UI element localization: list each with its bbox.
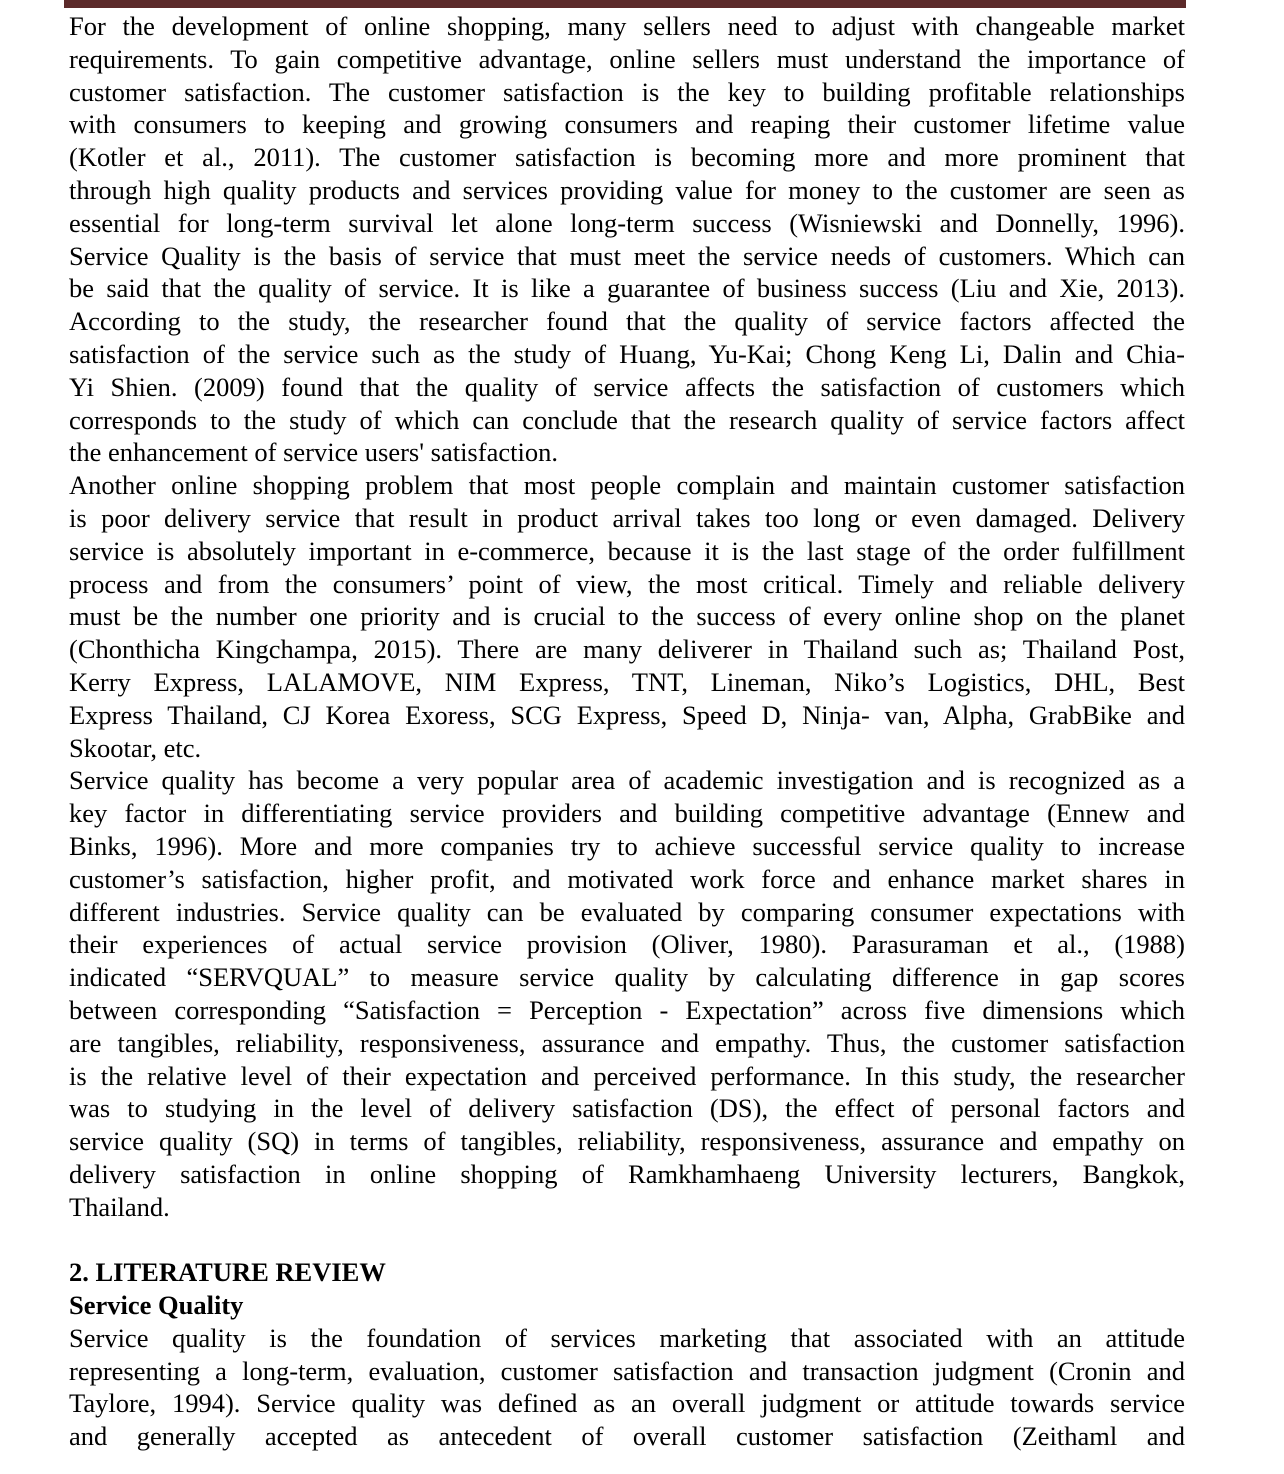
text-line: service is absolutely important in e-commerce, because it is the last stage of the order fulfillment [69,535,1185,566]
text-line: Service quality is the foundation of services marketing that associated with an attitude [69,1322,1185,1353]
paragraph [69,1322,1185,1453]
text-line: different industries. Service quality can be evaluated by comparing consumer expectations with [69,896,1185,927]
text-line: (Chonthicha Kingchampa, 2015). There are many deliverer in Thailand such as; Thailand Post, [69,634,1185,665]
text-line: representing a long-term, evaluation, customer satisfaction and transaction judgment (Cronin and [69,1355,1185,1386]
text-line: the enhancement of service users' satisfaction. [69,437,558,468]
text-line: process and from the consumers’ point of view, the most critical. Timely and reliable delivery [69,568,1185,599]
text-line: and generally accepted as antecedent of overall customer satisfaction (Zeithaml and [69,1421,1185,1452]
text-line: key factor in differentiating service providers and building competitive advantage (Ennew and [69,798,1185,829]
paragraph [69,469,1185,764]
text-line: customer’s satisfaction, higher profit, and motivated work force and enhance market shares in [69,863,1185,894]
text-line: customer satisfaction. The customer satisfaction is the key to building profitable relationships [69,76,1185,107]
text-line: Service quality has become a very popular area of academic investigation and is recognized as a [69,765,1185,796]
document-body [69,10,1185,1453]
paragraph [69,10,1185,469]
text-line: Yi Shien. (2009) found that the quality of service affects the satisfaction of customers which [69,371,1185,402]
text-line: with consumers to keeping and growing consumers and reaping their customer lifetime value [69,109,1185,140]
text-line: essential for long-term survival let alone long-term success (Wisniewski and Donnelly, 1996). [69,207,1185,238]
text-line: satisfaction of the service such as the study of Huang, Yu-Kai; Chong Keng Li, Dalin and Chia- [69,338,1185,369]
text-line: Skootar, etc. [69,732,202,763]
text-line: Service Quality is the basis of service that must meet the service needs of customers. Which can [69,240,1185,271]
text-line: between corresponding “Satisfaction = Perception - Expectation” across five dimensions which [69,994,1185,1025]
text-line: was to studying in the level of delivery satisfaction (DS), the effect of personal factors and [69,1093,1185,1124]
text-line: is poor delivery service that result in product arrival takes too long or even damaged. Delivery [69,502,1185,533]
text-line: Taylore, 1994). Service quality was defined as an overall judgment or attitude towards service [69,1388,1185,1419]
text-line: be said that the quality of service. It is like a guarantee of business success (Liu and Xie, 2013). [69,273,1185,304]
text-line: corresponds to the study of which can conclude that the research quality of service factors affect [69,404,1185,435]
text-line: requirements. To gain competitive advantage, online sellers must understand the importance of [69,43,1185,74]
text-line: Another online shopping problem that most people complain and maintain customer satisfaction [69,470,1185,501]
text-line: are tangibles, reliability, responsiveness, assurance and empathy. Thus, the customer satisfaction [69,1027,1185,1058]
text-line: For the development of online shopping, many sellers need to adjust with changeable market [69,11,1185,41]
text-line: must be the number one priority and is crucial to the success of every online shop on the planet [69,601,1185,632]
text-line: is the relative level of their expectation and perceived performance. In this study, the researcher [69,1060,1185,1091]
paragraph [69,764,1185,1223]
text-line: delivery satisfaction in online shopping of Ramkhamhaeng University lecturers, Bangkok, [69,1158,1185,1189]
text-line: service quality (SQ) in terms of tangibles, reliability, responsiveness, assurance and empathy on [69,1126,1185,1157]
text-line: Express Thailand, CJ Korea Exoress, SCG Express, Speed D, Ninja- van, Alpha, GrabBike and [69,699,1185,730]
text-line: their experiences of actual service provision (Oliver, 1980). Parasuraman et al., (1988) [69,929,1185,960]
text-line: indicated “SERVQUAL” to measure service quality by calculating difference in gap scores [69,962,1185,993]
text-line: through high quality products and services providing value for money to the customer are seen as [69,174,1185,205]
subsection-heading: Service Quality [69,1290,244,1321]
text-line: According to the study, the researcher found that the quality of service factors affected the [69,306,1185,337]
text-line: (Kotler et al., 2011). The customer satisfaction is becoming more and more prominent that [69,142,1185,173]
section-heading: 2. LITERATURE REVIEW [69,1257,386,1288]
text-line: Thailand. [69,1191,170,1222]
text-line: Binks, 1996). More and more companies try to achieve successful service quality to increase [69,830,1185,861]
text-line: Kerry Express, LALAMOVE, NIM Express, TNT, Lineman, Niko’s Logistics, DHL, Best [69,666,1185,697]
header-rule [64,0,1186,8]
spacer [69,1223,1185,1256]
